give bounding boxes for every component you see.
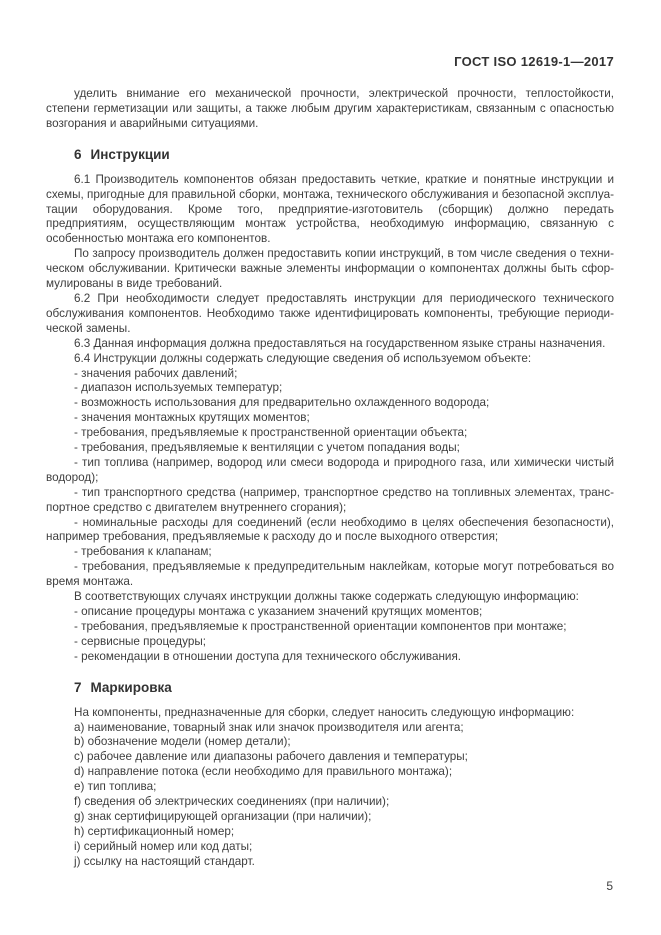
- section-title: Маркировка: [90, 679, 172, 695]
- paragraph: 6.4 Инструкции должны содержать следующие сведения об используемом объекте:: [74, 351, 532, 365]
- list-item: - требования, предъявляемые к пространственной ориентации компонентов при монтаже;: [74, 619, 567, 633]
- paragraph: 6.1 Производитель компонентов обязан предоставить четкие, краткие и понятные инструкции и схемы, пригодные для правильной сборки, монтажа, технического обслуживания и безопасной эксплуатации оборудования. Кроме того, предприятие-изготовитель (сборщик) должно передать предприятиям, осуществляющим монтаж устройства, необходимую информацию, связанную с особенностью монтажа его компонентов.: [46, 172, 614, 246]
- document-body: [46, 87, 614, 870]
- list-item: - диапазон используемых температур;: [74, 381, 283, 395]
- paragraph: уделить внимание его механической прочности, электрической прочности, теплостойкости, степени герметизации или защиты, а также любым другим характеристикам, связанным с опасностью возгорания и аварийными ситуациями.: [46, 87, 614, 130]
- list-item: - описание процедуры монтажа с указанием значений крутящих моментов;: [74, 605, 483, 618]
- paragraph: По запросу производитель должен предоставить копии инструкций, в том числе сведения о техническом обслуживании. Критически важные элементы информации о компонентах должны быть сформулированы в виде требований.: [46, 247, 614, 291]
- page-content: [46, 54, 614, 893]
- list-item: e) тип топлива;: [74, 780, 157, 794]
- paragraph: На компоненты, предназначенные для сборки, следует наносить следующую информацию:: [74, 705, 575, 719]
- section-number: 7: [74, 679, 82, 695]
- section-title: Инструкции: [90, 146, 170, 162]
- section-number: 6: [74, 146, 82, 162]
- list-item: d) направление потока (если необходимо для правильного монтажа);: [74, 765, 453, 779]
- list-item: - требования, предъявляемые к предупредительным наклейкам, которые могут потребоваться во время монтажа.: [46, 560, 614, 589]
- list-item: - номинальные расходы для соединений (если необходимо в целях обеспечения безопасности), например требования, предъявляемые к расходу до и после выходного отверстия;: [46, 515, 614, 544]
- list-item: - требования, предъявляемые к вентиляции с учетом попадания воды;: [74, 441, 460, 455]
- list-item: - сервисные процедуры;: [74, 634, 206, 648]
- document-header: ГОСТ ISO 12619-1—2017: [454, 54, 614, 69]
- list-item: a) наименование, товарный знак или значок производителя или агента;: [74, 720, 464, 734]
- list-item: b) обозначение модели (номер детали);: [74, 735, 291, 749]
- list-item: - тип транспортного средства (например, транспортное средство на топливных элементах, транспортное средство с двигателем внутреннего сгорания);: [46, 485, 614, 514]
- list-item: - требования к клапанам;: [74, 545, 212, 559]
- list-item: - тип топлива (например, водород или смеси водорода и природного газа, или химически чистый водород);: [46, 455, 614, 484]
- list-item: j) ссылку на настоящий стандарт.: [74, 854, 255, 868]
- list-item: - рекомендации в отношении доступа для технического обслуживания.: [74, 649, 462, 663]
- list-item: i) серийный номер или код даты;: [74, 839, 253, 853]
- page-number: 5: [606, 878, 613, 893]
- list-item: c) рабочее давление или диапазоны рабочего давления и температуры;: [74, 750, 468, 764]
- section-heading: [74, 680, 614, 695]
- list-item: h) сертификационный номер;: [74, 824, 235, 838]
- list-item: - значения рабочих давлений;: [74, 366, 238, 380]
- paragraph: В соответствующих случаях инструкции должны также содержать следующую информацию:: [74, 590, 579, 604]
- list-item: g) знак сертифицирующей организации (при наличии);: [74, 809, 372, 823]
- section-heading: [74, 147, 614, 162]
- list-item: f) сведения об электрических соединениях (при наличии);: [74, 795, 390, 809]
- list-item: - требования, предъявляемые к пространственной ориентации объекта;: [74, 426, 468, 440]
- paragraph: 6.2 При необходимости следует предоставлять инструкции для периодического технического обслуживания компонентов. Необходимо также идентифицировать компоненты, требующие периодической замены.: [46, 291, 614, 335]
- paragraph: 6.3 Данная информация должна предоставляться на государственном языке страны назначения.: [74, 336, 606, 350]
- list-item: - возможность использования для предварительно охлажденного водорода;: [74, 396, 490, 410]
- list-item: - значения монтажных крутящих моментов;: [74, 411, 310, 425]
